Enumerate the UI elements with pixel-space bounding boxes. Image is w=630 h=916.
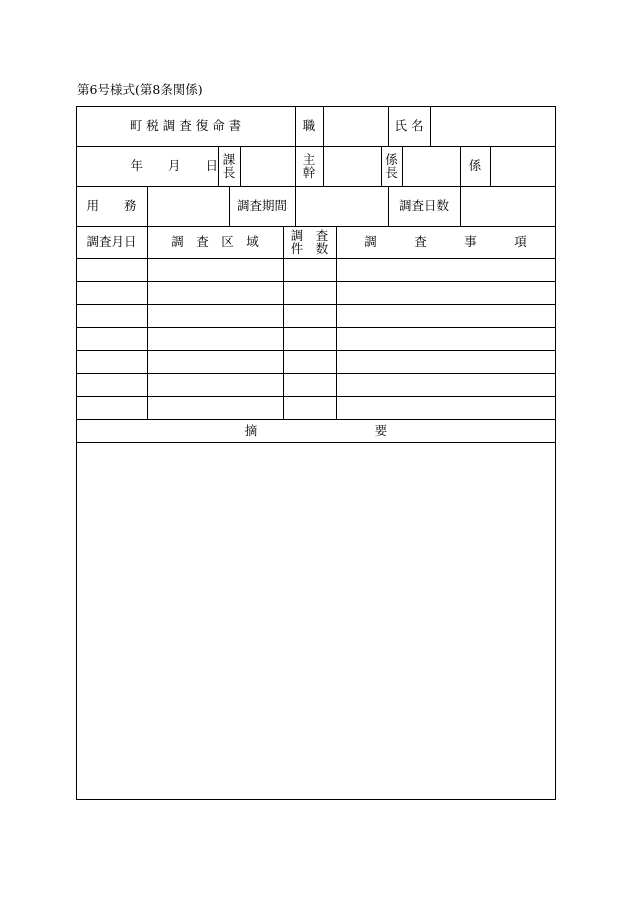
kakari-label: 係 — [468, 158, 482, 173]
table-header-items: 調 査 事 項 — [364, 234, 527, 249]
row-count-cell[interactable] — [283, 350, 336, 373]
row-date-cell[interactable] — [76, 350, 147, 373]
kacho-label-line1: 課 — [222, 152, 236, 167]
shimei-label: 氏 名 — [394, 118, 424, 133]
summary-label-left: 摘 — [244, 422, 258, 438]
kakaricho-label-line2: 長 — [385, 165, 398, 180]
row-count-cell[interactable] — [283, 373, 336, 396]
shukan-label — [295, 146, 323, 186]
row-date-cell[interactable] — [76, 281, 147, 304]
form-number-title: 第6号様式(第8条関係) — [77, 82, 203, 97]
row-items-cell[interactable] — [336, 281, 555, 304]
row-items-cell[interactable] — [336, 327, 555, 350]
row-items-cell[interactable] — [336, 350, 555, 373]
row-line — [76, 419, 556, 420]
days-label: 調査日数 — [398, 198, 449, 213]
row-count-cell[interactable] — [283, 258, 336, 281]
row-count-cell[interactable] — [283, 396, 336, 419]
table-header-count — [283, 226, 336, 258]
kacho-label — [218, 146, 240, 186]
row-date-cell[interactable] — [76, 396, 147, 419]
kakaricho-label — [381, 146, 402, 186]
row-area-cell[interactable] — [147, 396, 283, 419]
row-area-cell[interactable] — [147, 350, 283, 373]
kacho-label-line2: 長 — [222, 165, 236, 180]
shukan-label-line2: 幹 — [302, 165, 316, 180]
kakaricho-stamp-field[interactable] — [402, 146, 460, 186]
row-area-cell[interactable] — [147, 281, 283, 304]
days-field[interactable] — [460, 186, 555, 226]
kacho-stamp-field[interactable] — [240, 146, 295, 186]
row-items-cell[interactable] — [336, 396, 555, 419]
row-area-cell[interactable] — [147, 373, 283, 396]
youmu-label: 用 務 — [86, 198, 137, 213]
kakari-stamp-field[interactable] — [490, 146, 555, 186]
row-date-cell[interactable] — [76, 304, 147, 327]
shukan-label-line1: 主 — [302, 152, 316, 167]
row-date-cell[interactable] — [76, 258, 147, 281]
shoku-label: 職 — [302, 118, 316, 133]
shukan-stamp-field[interactable] — [323, 146, 381, 186]
row-date-cell[interactable] — [76, 327, 147, 350]
shoku-field[interactable] — [323, 106, 388, 146]
row-count-cell[interactable] — [283, 304, 336, 327]
row-items-cell[interactable] — [336, 373, 555, 396]
kakaricho-label-line1: 係 — [385, 152, 398, 167]
row-date-cell[interactable] — [76, 373, 147, 396]
row-area-cell[interactable] — [147, 258, 283, 281]
row-items-cell[interactable] — [336, 304, 555, 327]
row-items-cell[interactable] — [336, 258, 555, 281]
youmu-field[interactable] — [147, 186, 229, 226]
table-header-count-line1: 調 査 — [290, 228, 329, 243]
report-title: 町 税 調 査 復 命 書 — [129, 118, 242, 133]
table-header-count-line2: 件 数 — [290, 241, 329, 256]
row-area-cell[interactable] — [147, 304, 283, 327]
report-form-grid — [76, 106, 556, 800]
border-bottom — [76, 799, 556, 800]
row-area-cell[interactable] — [147, 327, 283, 350]
period-field[interactable] — [295, 186, 388, 226]
period-label: 調査期間 — [236, 198, 287, 213]
summary-label-right: 要 — [374, 422, 388, 438]
summary-body-field[interactable] — [77, 443, 555, 799]
row-count-cell[interactable] — [283, 281, 336, 304]
shimei-field[interactable] — [430, 106, 555, 146]
table-header-area: 調 査 区 域 — [171, 234, 259, 249]
date-label: 年 月 日 — [130, 158, 218, 173]
row-count-cell[interactable] — [283, 327, 336, 350]
border-right — [555, 106, 556, 800]
table-header-date: 調査月日 — [86, 234, 137, 249]
